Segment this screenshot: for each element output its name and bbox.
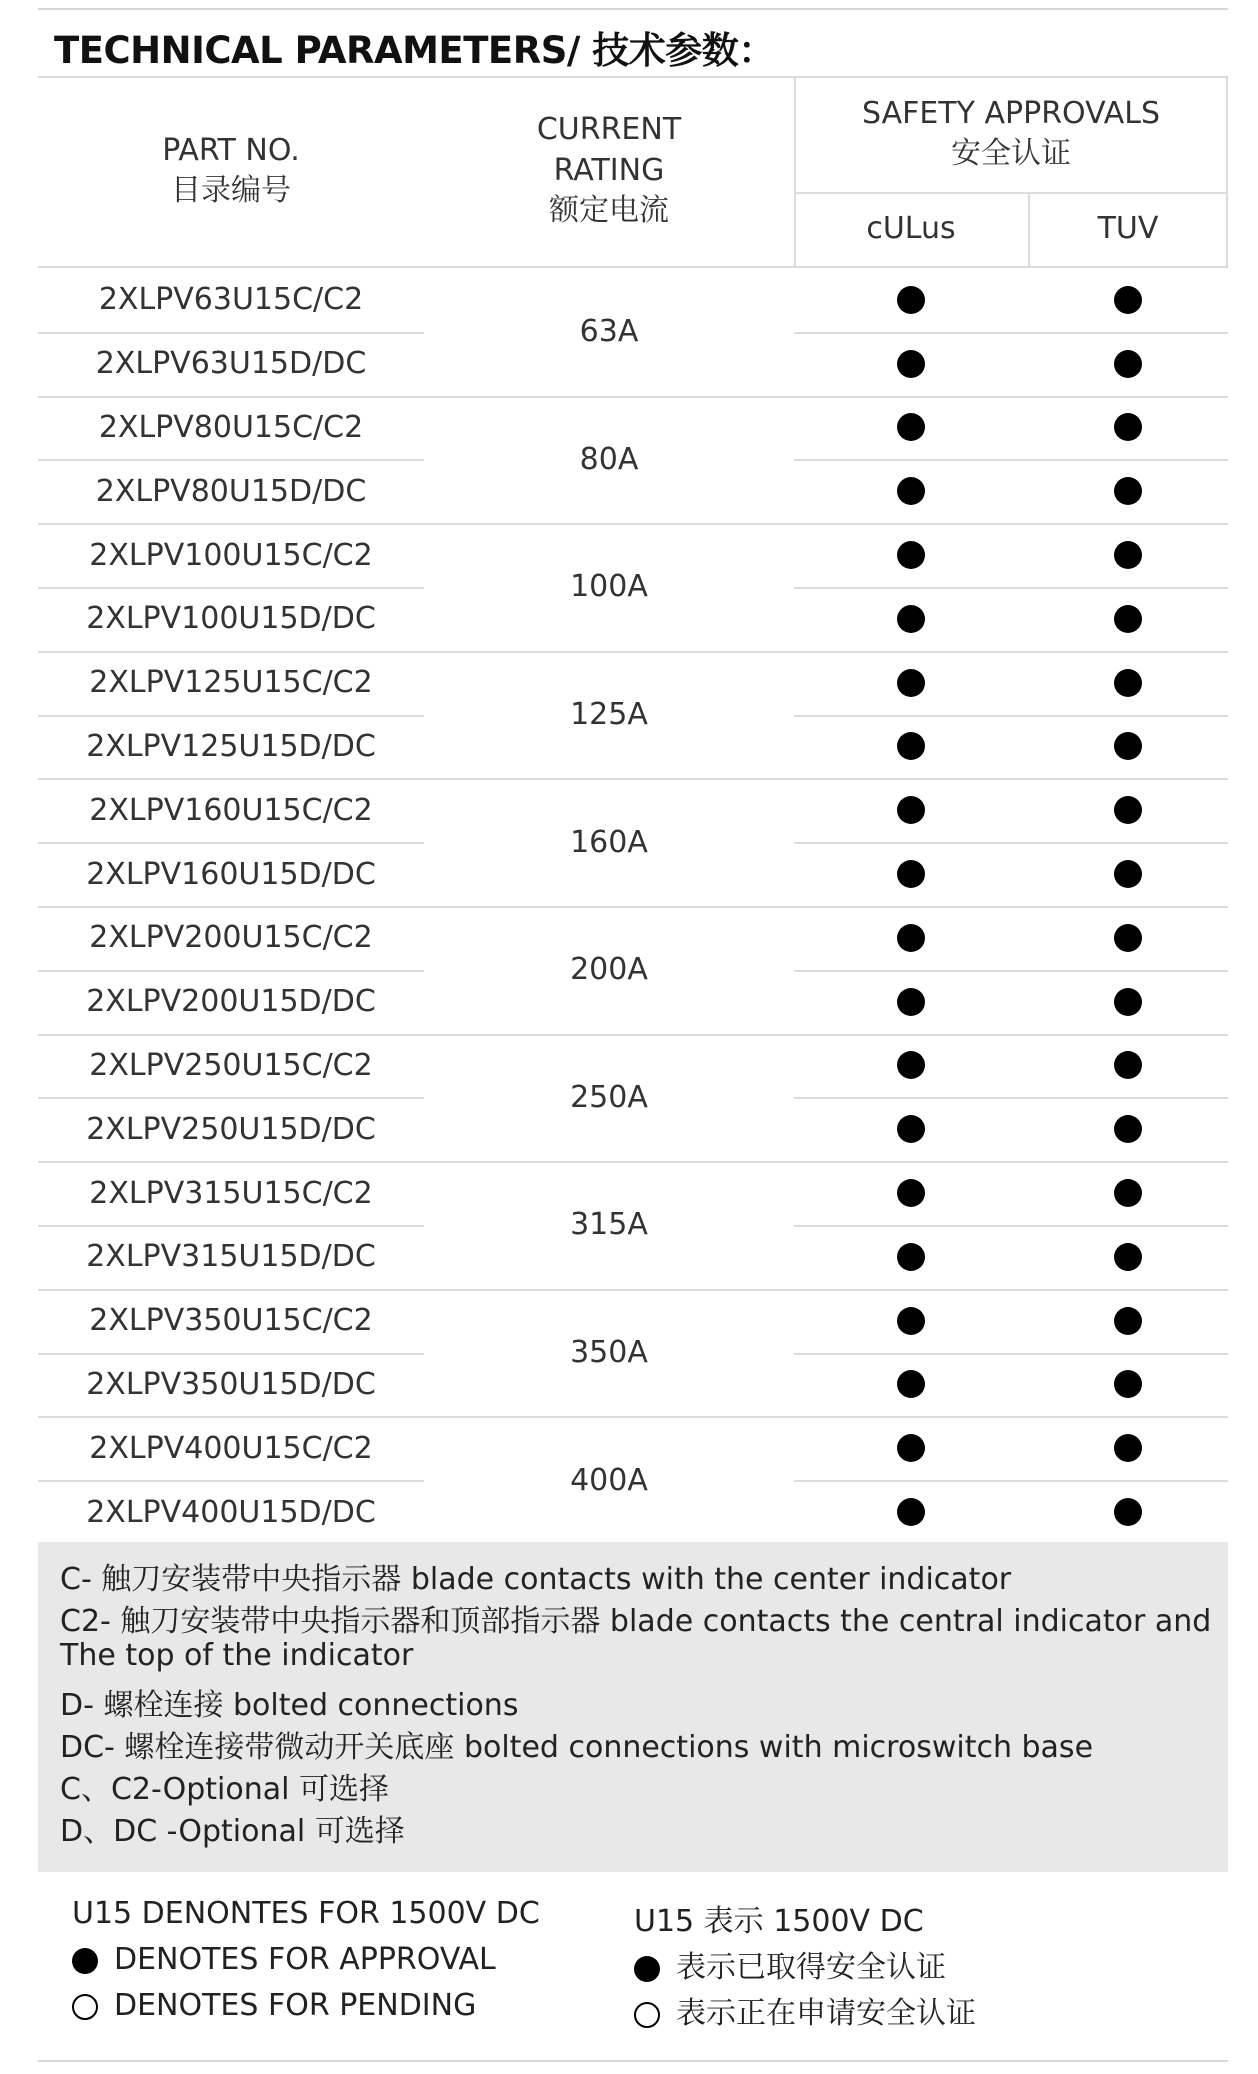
filled-circle-icon (1114, 1498, 1142, 1526)
note-d: D- 螺栓连接 bolted connections (60, 1688, 519, 1723)
filled-circle-icon (1114, 1115, 1142, 1143)
legend-pending-en-label: DENOTES FOR PENDING (114, 1988, 477, 2023)
rating-cell: 63A (579, 314, 639, 350)
header-tuv-label: TUV (1097, 210, 1159, 246)
note-d-optional: D、DC -Optional 可选择 (60, 1814, 405, 1849)
bottom-divider (38, 2060, 1228, 2062)
filled-circle-icon (1114, 1179, 1142, 1207)
culus-approval-cell (794, 332, 1028, 396)
filled-circle-icon (1114, 1434, 1142, 1462)
filled-circle-icon (897, 669, 925, 697)
header-approvals-cn: 安全认证 (951, 136, 1071, 171)
part-number-cell: 2XLPV200U15D/DC (86, 984, 376, 1020)
rating-cell: 160A (570, 824, 648, 860)
header-approvals-en: SAFETY APPROVALS (861, 95, 1161, 131)
legend-approval-en-label: DENOTES FOR APPROVAL (114, 1942, 496, 1977)
part-number-cell: 2XLPV350U15D/DC (86, 1366, 376, 1402)
tuv-approval-cell (1028, 715, 1228, 779)
tuv-approval-cell (1028, 1225, 1228, 1289)
rating-cell: 200A (570, 952, 648, 988)
filled-circle-icon (897, 605, 925, 633)
header-mid-rule (794, 192, 1228, 194)
rating-cell: 315A (570, 1207, 648, 1243)
tuv-approval-cell (1028, 396, 1228, 460)
part-number-cell: 2XLPV250U15D/DC (86, 1111, 376, 1147)
filled-circle-icon (897, 732, 925, 760)
part-number-cell: 2XLPV125U15C/C2 (89, 665, 373, 701)
culus-approval-cell (794, 523, 1028, 587)
rating-cell: 250A (570, 1079, 648, 1115)
header-divider-approvals (794, 76, 796, 266)
culus-approval-cell (794, 1353, 1028, 1417)
legend-pending-cn (634, 1988, 976, 2032)
filled-circle-icon (897, 1179, 925, 1207)
legend-approval-cn-label: 表示已取得安全认证 (676, 1950, 946, 1985)
culus-approval-cell (794, 1097, 1028, 1161)
tuv-approval-cell (1028, 842, 1228, 906)
tuv-approval-cell (1028, 1289, 1228, 1353)
filled-circle-icon (1114, 924, 1142, 952)
filled-circle-icon (897, 1370, 925, 1398)
part-number-cell: 2XLPV315U15D/DC (86, 1239, 376, 1275)
rating-cell: 100A (570, 569, 648, 605)
filled-circle-icon (1114, 1051, 1142, 1079)
top-divider (38, 8, 1228, 10)
filled-circle-icon (1114, 350, 1142, 378)
filled-circle-icon (897, 988, 925, 1016)
part-number-cell: 2XLPV160U15D/DC (86, 856, 376, 892)
filled-circle-icon (72, 1948, 98, 1974)
parameters-table (38, 76, 1228, 1542)
filled-circle-icon (897, 1243, 925, 1271)
culus-approval-cell (794, 1034, 1028, 1098)
filled-circle-icon (1114, 286, 1142, 314)
header-divider-tuv (1028, 192, 1030, 266)
filled-circle-icon (1114, 669, 1142, 697)
culus-approval-cell (794, 906, 1028, 970)
header-part-no (38, 76, 424, 266)
part-number-cell: 2XLPV125U15D/DC (86, 728, 376, 764)
header-current-en-1: CURRENT (536, 112, 682, 148)
tuv-approval-cell (1028, 778, 1228, 842)
culus-approval-cell (794, 587, 1028, 651)
filled-circle-icon (1114, 860, 1142, 888)
filled-circle-icon (897, 1307, 925, 1335)
part-number-cell: 2XLPV80U15D/DC (95, 473, 367, 509)
tuv-approval-cell (1028, 459, 1228, 523)
filled-circle-icon (1114, 1370, 1142, 1398)
part-number-cell: 2XLPV400U15C/C2 (89, 1430, 373, 1466)
filled-circle-icon (897, 477, 925, 505)
culus-approval-cell (794, 842, 1028, 906)
rating-cell: 400A (570, 1462, 648, 1498)
note-c2-cont: The top of the indicator (60, 1638, 414, 1673)
header-top-rule (38, 76, 1228, 78)
culus-approval-cell (794, 268, 1028, 332)
filled-circle-icon (1114, 1307, 1142, 1335)
filled-circle-icon (1114, 1243, 1142, 1271)
header-tuv (1028, 192, 1228, 266)
header-safety-approvals (794, 76, 1228, 192)
hollow-circle-icon (634, 2002, 660, 2028)
tuv-approval-cell (1028, 1480, 1228, 1544)
part-number-cell: 2XLPV250U15C/C2 (89, 1047, 373, 1083)
rating-cell: 80A (579, 441, 639, 477)
culus-approval-cell (794, 715, 1028, 779)
note-c: C- 触刀安装带中央指示器 blade contacts with the center indicator (60, 1562, 1012, 1597)
filled-circle-icon (897, 796, 925, 824)
part-number-cell: 2XLPV315U15C/C2 (89, 1175, 373, 1211)
filled-circle-icon (1114, 988, 1142, 1016)
tuv-approval-cell (1028, 523, 1228, 587)
page-title: TECHNICAL PARAMETERS/ 技术参数： (54, 29, 775, 72)
part-number-cell: 2XLPV100U15C/C2 (89, 537, 373, 573)
notes-panel (38, 1542, 1228, 1872)
tuv-approval-cell (1028, 1353, 1228, 1417)
tuv-approval-cell (1028, 1416, 1228, 1480)
culus-approval-cell (794, 651, 1028, 715)
part-number-cell: 2XLPV400U15D/DC (86, 1494, 376, 1530)
note-c-optional: C、C2-Optional 可选择 (60, 1772, 390, 1807)
part-number-cell: 2XLPV200U15C/C2 (89, 920, 373, 956)
part-number-cell: 2XLPV80U15C/C2 (98, 409, 364, 445)
filled-circle-icon (1114, 796, 1142, 824)
header-current-cn: 额定电流 (549, 193, 669, 229)
note-c2: C2- 触刀安装带中央指示器和顶部指示器 blade contacts the central indicator and (60, 1604, 1212, 1639)
culus-approval-cell (794, 1480, 1028, 1544)
part-number-cell: 2XLPV160U15C/C2 (89, 792, 373, 828)
rating-cell: 350A (570, 1335, 648, 1371)
tuv-approval-cell (1028, 587, 1228, 651)
filled-circle-icon (897, 350, 925, 378)
header-current-en-2: RATING (553, 152, 665, 188)
filled-circle-icon (897, 924, 925, 952)
culus-approval-cell (794, 1289, 1028, 1353)
header-part-no-cn: 目录编号 (171, 173, 291, 208)
filled-circle-icon (897, 413, 925, 441)
culus-approval-cell (794, 396, 1028, 460)
legend-pending-en (72, 1988, 476, 2023)
filled-circle-icon (1114, 605, 1142, 633)
filled-circle-icon (1114, 541, 1142, 569)
culus-approval-cell (794, 970, 1028, 1034)
filled-circle-icon (1114, 732, 1142, 760)
filled-circle-icon (897, 541, 925, 569)
header-right-edge (1226, 76, 1228, 266)
filled-circle-icon (634, 1956, 660, 1982)
legend-approval-cn (634, 1942, 946, 1986)
tuv-approval-cell (1028, 332, 1228, 396)
tuv-approval-cell (1028, 1161, 1228, 1225)
header-culus (794, 192, 1028, 266)
culus-approval-cell (794, 1416, 1028, 1480)
header-part-no-en: PART NO. (162, 132, 300, 168)
header-culus-label: cULus (866, 210, 956, 246)
legend-approval-en (72, 1942, 496, 1977)
tuv-approval-cell (1028, 906, 1228, 970)
legend-pending-cn-label: 表示正在申请安全认证 (676, 1996, 976, 2031)
header-current-rating (424, 76, 794, 266)
filled-circle-icon (897, 1115, 925, 1143)
part-number-cell: 2XLPV63U15D/DC (95, 346, 367, 382)
tuv-approval-cell (1028, 1097, 1228, 1161)
legend-u15-cn: U15 表示 1500V DC (634, 1904, 924, 1939)
filled-circle-icon (897, 1498, 925, 1526)
part-number-cell: 2XLPV100U15D/DC (86, 601, 376, 637)
part-number-cell: 2XLPV63U15C/C2 (98, 282, 364, 318)
tuv-approval-cell (1028, 651, 1228, 715)
hollow-circle-icon (72, 1994, 98, 2020)
part-number-cell: 2XLPV350U15C/C2 (89, 1303, 373, 1339)
tuv-approval-cell (1028, 1034, 1228, 1098)
culus-approval-cell (794, 459, 1028, 523)
culus-approval-cell (794, 1161, 1028, 1225)
filled-circle-icon (897, 1051, 925, 1079)
filled-circle-icon (897, 1434, 925, 1462)
note-dc: DC- 螺栓连接带微动开关底座 bolted connections with microswitch base (60, 1730, 1094, 1765)
filled-circle-icon (897, 286, 925, 314)
culus-approval-cell (794, 778, 1028, 842)
tuv-approval-cell (1028, 268, 1228, 332)
tuv-approval-cell (1028, 970, 1228, 1034)
filled-circle-icon (1114, 477, 1142, 505)
filled-circle-icon (897, 860, 925, 888)
filled-circle-icon (1114, 413, 1142, 441)
rating-cell: 125A (570, 697, 648, 733)
culus-approval-cell (794, 1225, 1028, 1289)
legend-u15-en: U15 DENONTES FOR 1500V DC (72, 1896, 540, 1931)
